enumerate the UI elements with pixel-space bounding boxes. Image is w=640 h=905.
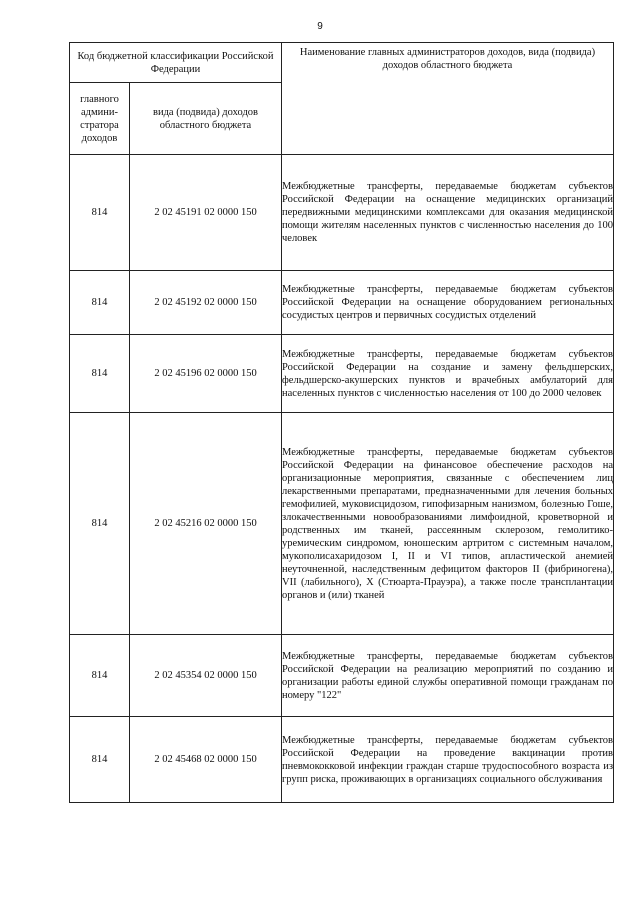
row-description: Межбюджетные трансферты, передаваемые бюджетам субъектов Российской Федерации на реализацию мероприятий по созданию и организации работы единой службы оперативной помощи гражданам по номеру "122": [282, 635, 614, 717]
header-code-group: Код бюджетной классификации Российской Федерации: [70, 43, 282, 83]
table-header-row: [70, 43, 614, 83]
row-income-code: 2 02 45354 02 0000 150: [130, 635, 282, 717]
header-name-group: Наименование главных администраторов доходов, вида (подвида) доходов областного бюджета: [282, 43, 614, 155]
row-admin-code: 814: [70, 717, 130, 803]
row-income-code: 2 02 45191 02 0000 150: [130, 155, 282, 271]
header-admin-column: главного админи-стратора доходов: [70, 83, 130, 155]
row-admin-code: 814: [70, 335, 130, 413]
row-admin-code: 814: [70, 155, 130, 271]
table-row: [70, 635, 614, 717]
row-description: Межбюджетные трансферты, передаваемые бюджетам субъектов Российской Федерации на оснащение медицинских организаций передвижными медицинскими комплексами для оказания медицинской помощи жителям населенных пунктов с численностью населения до 100 человек: [282, 155, 614, 271]
row-admin-code: 814: [70, 635, 130, 717]
row-description: Межбюджетные трансферты, передаваемые бюджетам субъектов Российской Федерации на финансовое обеспечение расходов на организационные мероприятия, связанные с обеспечением лиц лекарственными препаратами, предназначенными для лечения больных гемофилией, муковисцидозом, гипофизарным нанизмом, болезнью Гоше, злокачественными новообразованиями лимфоидной, кроветворной и родственных им тканей, рассеянным склерозом, гемолитико-уремическим синдромом, юношеским артритом с системным началом, мукополисахаридозом I, II и VI типов, апластической анемией неуточненной, наследственным дефицитом факторов II (фибриногена), VII (лабильного), X (Стюарта-Прауэра), а также после трансплантации органов и (или) тканей: [282, 413, 614, 635]
row-income-code: 2 02 45192 02 0000 150: [130, 271, 282, 335]
row-description: Межбюджетные трансферты, передаваемые бюджетам субъектов Российской Федерации на оснащение оборудованием региональных сосудистых центров и первичных сосудистых отделений: [282, 271, 614, 335]
table-row: [70, 335, 614, 413]
table-row: [70, 155, 614, 271]
table-row: [70, 271, 614, 335]
row-admin-code: 814: [70, 271, 130, 335]
page-number: 9: [317, 21, 323, 32]
row-description: Межбюджетные трансферты, передаваемые бюджетам субъектов Российской Федерации на создание и замену фельдшерских, фельдшерско-акушерских пунктов и врачебных амбулаторий для населенных пунктов с численностью населения от 100 до 2000 человек: [282, 335, 614, 413]
row-income-code: 2 02 45468 02 0000 150: [130, 717, 282, 803]
row-income-code: 2 02 45196 02 0000 150: [130, 335, 282, 413]
header-income-column: вида (подвида) доходов областного бюджета: [130, 83, 282, 155]
row-admin-code: 814: [70, 413, 130, 635]
row-income-code: 2 02 45216 02 0000 150: [130, 413, 282, 635]
budget-classification-table: [69, 42, 614, 803]
table-row: [70, 717, 614, 803]
table-row: [70, 413, 614, 635]
row-description: Межбюджетные трансферты, передаваемые бюджетам субъектов Российской Федерации на проведение вакцинации против пневмококковой инфекции граждан старше трудоспособного возраста из групп риска, проживающих в организациях социального обслуживания: [282, 717, 614, 803]
